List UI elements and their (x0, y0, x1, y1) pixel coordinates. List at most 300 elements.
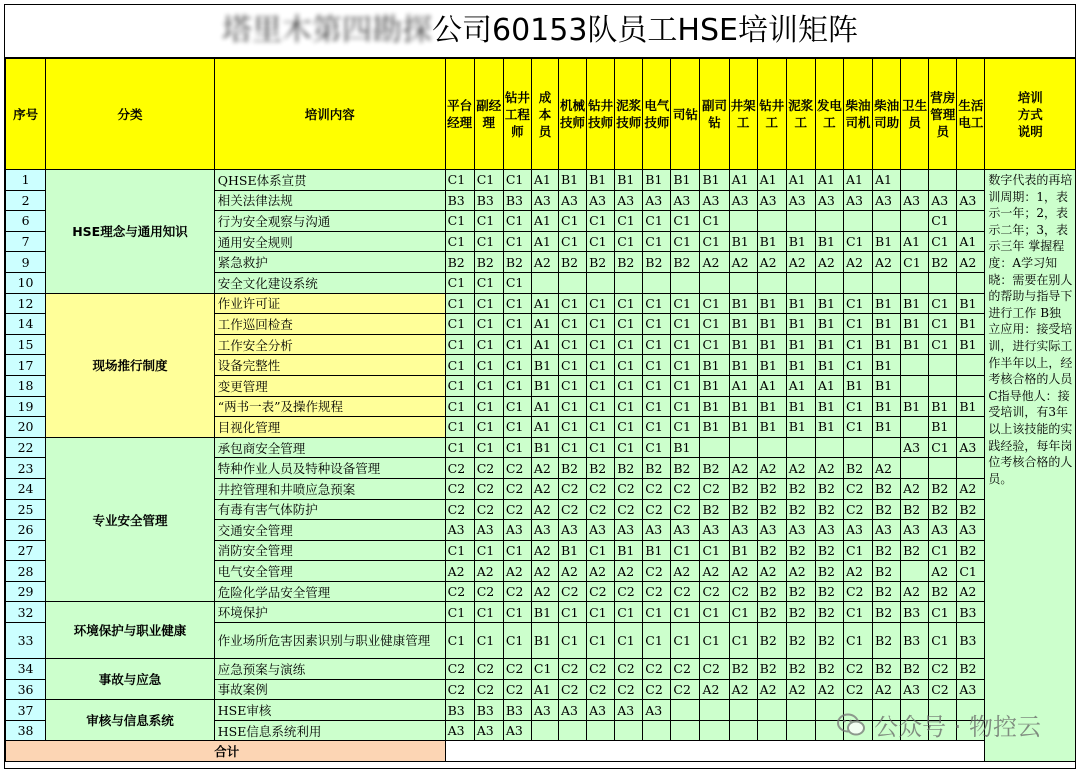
matrix-cell: A3 (815, 190, 843, 211)
matrix-cell: C1 (503, 170, 531, 191)
matrix-cell: C1 (559, 211, 587, 232)
row-number: 26 (6, 520, 46, 541)
matrix-cell: C1 (615, 293, 643, 314)
matrix-cell: B2 (643, 252, 671, 273)
matrix-cell: C1 (503, 417, 531, 438)
matrix-cell: B1 (757, 355, 786, 376)
matrix-cell: B1 (700, 355, 729, 376)
total-row (6, 741, 1076, 762)
matrix-cell: B1 (729, 334, 757, 355)
training-content: “两书一表”及操作规程 (214, 396, 445, 417)
matrix-cell: C1 (587, 334, 615, 355)
matrix-cell: C1 (445, 355, 474, 376)
matrix-cell: C1 (445, 417, 474, 438)
row-number: 2 (6, 190, 46, 211)
matrix-cell: C1 (474, 623, 503, 659)
matrix-cell: C1 (445, 334, 474, 355)
matrix-cell: A2 (786, 679, 815, 700)
matrix-cell: B2 (815, 478, 843, 499)
row-number: 12 (6, 293, 46, 314)
row-number: 22 (6, 437, 46, 458)
training-content: 通用安全规则 (214, 231, 445, 252)
matrix-cell: C2 (643, 679, 671, 700)
matrix-cell (901, 170, 929, 191)
matrix-cell: A3 (873, 190, 901, 211)
matrix-cell: C2 (587, 478, 615, 499)
header-role: 发电工 (815, 59, 843, 170)
matrix-cell: B1 (873, 355, 901, 376)
matrix-cell (901, 211, 929, 232)
matrix-cell: A2 (901, 581, 929, 602)
matrix-cell (929, 458, 957, 479)
matrix-cell: B1 (843, 375, 872, 396)
matrix-cell: C2 (643, 561, 671, 582)
matrix-cell: C2 (643, 659, 671, 680)
matrix-cell: A3 (531, 190, 558, 211)
matrix-cell: A3 (786, 190, 815, 211)
matrix-cell: A1 (531, 396, 558, 417)
matrix-cell: B1 (873, 334, 901, 355)
row-number: 14 (6, 314, 46, 335)
matrix-cell: C1 (474, 355, 503, 376)
matrix-cell (957, 272, 985, 293)
matrix-cell: A1 (786, 375, 815, 396)
matrix-cell: C1 (615, 602, 643, 623)
matrix-cell: C1 (643, 293, 671, 314)
matrix-cell: B2 (786, 659, 815, 680)
header-role: 卫生员 (901, 59, 929, 170)
table-row (6, 170, 1076, 191)
table-row (6, 602, 1076, 623)
row-number: 17 (6, 355, 46, 376)
matrix-cell: B1 (929, 396, 957, 417)
training-content: 事故案例 (214, 679, 445, 700)
matrix-cell: C1 (587, 211, 615, 232)
matrix-cell: C1 (503, 602, 531, 623)
matrix-cell (815, 211, 843, 232)
matrix-cell (643, 272, 671, 293)
matrix-cell: B1 (757, 396, 786, 417)
training-content: 有毒有害气体防护 (214, 499, 445, 520)
matrix-cell: C1 (643, 355, 671, 376)
matrix-cell: A1 (901, 231, 929, 252)
matrix-cell: A2 (815, 458, 843, 479)
matrix-cell: A1 (815, 375, 843, 396)
training-content: 变更管理 (214, 375, 445, 396)
matrix-cell: C1 (700, 334, 729, 355)
total-label: 合计 (6, 741, 446, 762)
matrix-cell: C1 (474, 170, 503, 191)
matrix-cell: B1 (531, 623, 558, 659)
matrix-cell: C1 (929, 334, 957, 355)
matrix-cell: B1 (671, 437, 700, 458)
matrix-cell: B2 (873, 623, 901, 659)
matrix-cell: C1 (700, 231, 729, 252)
matrix-cell: B2 (786, 499, 815, 520)
matrix-cell: B2 (786, 581, 815, 602)
matrix-cell: C2 (615, 679, 643, 700)
row-number: 7 (6, 231, 46, 252)
matrix-cell: B2 (929, 581, 957, 602)
matrix-cell (901, 417, 929, 438)
matrix-cell: A2 (503, 561, 531, 582)
matrix-cell: C1 (729, 602, 757, 623)
matrix-cell: B2 (873, 478, 901, 499)
matrix-cell (957, 170, 985, 191)
training-content: 紧急救护 (214, 252, 445, 273)
matrix-cell: C2 (474, 659, 503, 680)
matrix-cell: B1 (587, 170, 615, 191)
matrix-cell: C1 (615, 355, 643, 376)
matrix-cell: C1 (700, 540, 729, 561)
matrix-cell (786, 700, 815, 721)
matrix-cell: B1 (729, 314, 757, 335)
matrix-cell: C1 (929, 540, 957, 561)
matrix-cell (700, 700, 729, 721)
matrix-cell: A3 (873, 520, 901, 541)
matrix-cell: A3 (957, 679, 985, 700)
method-note: 数字代表的再培训周期：1，表示一年；2，表示二年；3，表示三年 掌握程度：A学习知晓：需要在别人的帮助与指导下进行工作 B独立应用：接受培训，进行实际工作半年以上，经考核合格的人员 C指导他人：接受培训，有3年以上该技能的实践经验，每年岗位考核合格的人员。 (985, 170, 1076, 762)
matrix-cell: C1 (843, 231, 872, 252)
matrix-cell: C2 (503, 478, 531, 499)
matrix-cell (531, 720, 558, 741)
matrix-cell: A3 (757, 190, 786, 211)
matrix-cell: A2 (700, 252, 729, 273)
matrix-cell: B2 (757, 659, 786, 680)
matrix-cell: A3 (587, 520, 615, 541)
matrix-cell: B1 (531, 437, 558, 458)
matrix-cell (929, 375, 957, 396)
matrix-cell: C1 (559, 623, 587, 659)
matrix-cell (700, 272, 729, 293)
matrix-cell: C1 (671, 623, 700, 659)
matrix-cell: B1 (531, 602, 558, 623)
training-content: 危险化学品安全管理 (214, 581, 445, 602)
matrix-cell (843, 272, 872, 293)
matrix-cell: B3 (503, 190, 531, 211)
matrix-cell: C1 (503, 623, 531, 659)
header-role: 柴油司机 (843, 59, 872, 170)
matrix-cell: C1 (615, 211, 643, 232)
header-role: 钻井工 (757, 59, 786, 170)
matrix-cell: A2 (474, 561, 503, 582)
training-content: QHSE体系宣贯 (214, 170, 445, 191)
matrix-cell: A3 (531, 700, 558, 721)
matrix-cell: B1 (815, 355, 843, 376)
matrix-cell: C1 (671, 417, 700, 438)
matrix-cell: C1 (643, 375, 671, 396)
training-content: 特种作业人员及特种设备管理 (214, 458, 445, 479)
matrix-cell: B2 (815, 581, 843, 602)
matrix-cell (901, 272, 929, 293)
training-content: 井控管理和井喷应急预案 (214, 478, 445, 499)
matrix-cell: A1 (531, 211, 558, 232)
matrix-cell: C1 (474, 417, 503, 438)
category-cell: 事故与应急 (46, 659, 215, 700)
matrix-cell: C1 (587, 293, 615, 314)
matrix-cell: B2 (901, 659, 929, 680)
title-blurred-part: 塔里木第四勘探 (222, 13, 432, 48)
matrix-cell (587, 720, 615, 741)
matrix-cell: A2 (843, 561, 872, 582)
header-content: 培训内容 (214, 59, 445, 170)
training-content: 承包商安全管理 (214, 437, 445, 458)
matrix-cell: C1 (843, 355, 872, 376)
matrix-cell: A3 (445, 520, 474, 541)
matrix-cell: C1 (671, 314, 700, 335)
matrix-cell: A3 (643, 700, 671, 721)
matrix-cell: C1 (474, 314, 503, 335)
matrix-cell: B1 (700, 396, 729, 417)
matrix-table (5, 58, 1076, 762)
matrix-cell: A2 (531, 499, 558, 520)
row-number: 23 (6, 458, 46, 479)
header-role: 泥浆工 (786, 59, 815, 170)
matrix-cell: B1 (815, 417, 843, 438)
row-number: 33 (6, 623, 46, 659)
row-number: 34 (6, 659, 46, 680)
matrix-cell: A3 (559, 700, 587, 721)
matrix-cell: A3 (474, 720, 503, 741)
matrix-cell: A2 (531, 540, 558, 561)
matrix-cell: B1 (873, 314, 901, 335)
matrix-cell: C1 (843, 623, 872, 659)
matrix-cell (615, 272, 643, 293)
matrix-cell: B2 (700, 499, 729, 520)
matrix-cell: C1 (474, 396, 503, 417)
matrix-cell: B1 (901, 314, 929, 335)
matrix-cell: C1 (587, 355, 615, 376)
matrix-cell: A2 (445, 561, 474, 582)
matrix-cell (957, 417, 985, 438)
matrix-cell: C1 (503, 437, 531, 458)
matrix-cell (901, 561, 929, 582)
matrix-cell: C1 (643, 437, 671, 458)
matrix-cell: C2 (671, 659, 700, 680)
matrix-cell: A3 (671, 520, 700, 541)
matrix-cell: B1 (815, 314, 843, 335)
matrix-cell: C1 (615, 314, 643, 335)
matrix-cell: C1 (474, 231, 503, 252)
matrix-cell: A3 (843, 190, 872, 211)
matrix-cell: C1 (843, 396, 872, 417)
matrix-cell: C2 (643, 581, 671, 602)
matrix-cell: C1 (445, 211, 474, 232)
header-role: 平台经理 (445, 59, 474, 170)
matrix-cell: A3 (901, 679, 929, 700)
training-content: 目视化管理 (214, 417, 445, 438)
matrix-cell: C2 (474, 478, 503, 499)
matrix-cell: B1 (729, 231, 757, 252)
matrix-cell: B1 (729, 396, 757, 417)
matrix-cell: A3 (700, 520, 729, 541)
matrix-cell: C1 (445, 314, 474, 335)
matrix-cell: A2 (815, 252, 843, 273)
matrix-cell: C2 (843, 679, 872, 700)
matrix-cell: B1 (786, 396, 815, 417)
matrix-cell: C2 (843, 499, 872, 520)
matrix-cell: C2 (445, 679, 474, 700)
matrix-cell: C2 (729, 581, 757, 602)
matrix-cell: B2 (503, 252, 531, 273)
matrix-cell: B2 (729, 478, 757, 499)
matrix-cell: A1 (729, 170, 757, 191)
matrix-cell: C1 (474, 375, 503, 396)
matrix-cell (929, 272, 957, 293)
matrix-cell: B1 (901, 334, 929, 355)
category-cell: 环境保护与职业健康 (46, 602, 215, 659)
matrix-cell: C1 (587, 437, 615, 458)
matrix-cell: A1 (757, 170, 786, 191)
matrix-cell: C1 (615, 334, 643, 355)
matrix-cell: A3 (503, 720, 531, 741)
matrix-cell: B1 (531, 355, 558, 376)
matrix-cell: A3 (615, 190, 643, 211)
matrix-cell: A2 (873, 252, 901, 273)
matrix-cell: B1 (559, 540, 587, 561)
matrix-cell: C1 (643, 396, 671, 417)
matrix-cell (873, 437, 901, 458)
total-blank (445, 741, 985, 762)
row-number: 20 (6, 417, 46, 438)
matrix-cell: C1 (503, 231, 531, 252)
matrix-cell (700, 437, 729, 458)
matrix-cell: C1 (503, 375, 531, 396)
matrix-cell: C1 (643, 417, 671, 438)
matrix-cell: B2 (957, 540, 985, 561)
matrix-cell: B1 (757, 231, 786, 252)
matrix-cell: B1 (786, 334, 815, 355)
matrix-cell: C1 (929, 211, 957, 232)
table-row (6, 659, 1076, 680)
matrix-cell: C2 (671, 478, 700, 499)
matrix-cell: C2 (445, 581, 474, 602)
matrix-cell (815, 272, 843, 293)
matrix-cell: C2 (474, 581, 503, 602)
matrix-cell: A3 (957, 520, 985, 541)
matrix-cell (843, 437, 872, 458)
matrix-cell: B2 (815, 623, 843, 659)
matrix-cell: C1 (531, 659, 558, 680)
matrix-cell (901, 355, 929, 376)
matrix-cell: A3 (559, 190, 587, 211)
matrix-cell: C2 (503, 581, 531, 602)
matrix-cell: B1 (757, 293, 786, 314)
matrix-cell: C1 (445, 293, 474, 314)
matrix-cell: B2 (615, 252, 643, 273)
matrix-cell: A2 (700, 679, 729, 700)
matrix-cell: B3 (957, 602, 985, 623)
matrix-cell (671, 700, 700, 721)
matrix-cell: B2 (786, 478, 815, 499)
matrix-cell: C2 (559, 679, 587, 700)
matrix-cell: B2 (559, 252, 587, 273)
header-role: 泥浆技师 (615, 59, 643, 170)
matrix-cell: A3 (957, 437, 985, 458)
matrix-cell: C1 (843, 602, 872, 623)
matrix-cell: C1 (503, 334, 531, 355)
matrix-cell: A2 (957, 478, 985, 499)
matrix-cell: B3 (957, 623, 985, 659)
matrix-cell: C2 (559, 499, 587, 520)
matrix-cell: C1 (671, 396, 700, 417)
matrix-cell: C1 (700, 293, 729, 314)
matrix-cell (587, 272, 615, 293)
matrix-cell: A2 (957, 581, 985, 602)
matrix-cell: C1 (587, 623, 615, 659)
matrix-cell: A2 (700, 561, 729, 582)
matrix-cell (729, 272, 757, 293)
matrix-cell: C1 (474, 293, 503, 314)
header-role: 电气技师 (643, 59, 671, 170)
matrix-cell: A3 (615, 700, 643, 721)
matrix-cell: A2 (615, 561, 643, 582)
matrix-cell: C1 (615, 437, 643, 458)
matrix-cell: C1 (615, 375, 643, 396)
matrix-cell: A2 (786, 458, 815, 479)
matrix-cell: C1 (587, 540, 615, 561)
matrix-cell: B1 (729, 293, 757, 314)
matrix-cell: C2 (445, 499, 474, 520)
table-row (6, 293, 1076, 314)
header-role: 副经理 (474, 59, 503, 170)
matrix-cell: C1 (503, 211, 531, 232)
matrix-cell: C2 (643, 499, 671, 520)
matrix-cell: C2 (700, 478, 729, 499)
matrix-cell: A3 (587, 700, 615, 721)
matrix-cell: B1 (815, 396, 843, 417)
matrix-cell (559, 720, 587, 741)
matrix-cell: C1 (615, 231, 643, 252)
matrix-cell: C1 (587, 602, 615, 623)
matrix-cell: A3 (643, 190, 671, 211)
matrix-cell: C1 (843, 540, 872, 561)
matrix-cell: C2 (929, 659, 957, 680)
matrix-cell: C1 (643, 602, 671, 623)
matrix-cell: B1 (786, 355, 815, 376)
matrix-cell: A1 (531, 314, 558, 335)
matrix-cell: C1 (587, 375, 615, 396)
matrix-cell: A3 (671, 190, 700, 211)
row-number: 29 (6, 581, 46, 602)
header-method: 培训方式说明 (985, 59, 1076, 170)
matrix-cell: C1 (445, 437, 474, 458)
matrix-cell: C1 (559, 334, 587, 355)
matrix-cell (531, 272, 558, 293)
matrix-cell: B1 (873, 375, 901, 396)
matrix-cell: B2 (786, 623, 815, 659)
matrix-cell: C1 (671, 293, 700, 314)
matrix-cell: C2 (615, 478, 643, 499)
matrix-cell: C2 (503, 499, 531, 520)
matrix-cell: A2 (729, 252, 757, 273)
matrix-cell: B2 (729, 659, 757, 680)
row-number: 1 (6, 170, 46, 191)
matrix-cell: C1 (929, 314, 957, 335)
matrix-cell: A2 (929, 561, 957, 582)
matrix-cell: A1 (531, 417, 558, 438)
matrix-cell (671, 720, 700, 741)
matrix-cell: C1 (559, 293, 587, 314)
matrix-cell: C1 (671, 375, 700, 396)
header-role: 司钻 (671, 59, 700, 170)
matrix-cell: A3 (901, 190, 929, 211)
matrix-cell: C1 (474, 437, 503, 458)
matrix-cell: B1 (700, 170, 729, 191)
row-number: 6 (6, 211, 46, 232)
matrix-cell: C1 (700, 211, 729, 232)
matrix-cell: B1 (757, 314, 786, 335)
